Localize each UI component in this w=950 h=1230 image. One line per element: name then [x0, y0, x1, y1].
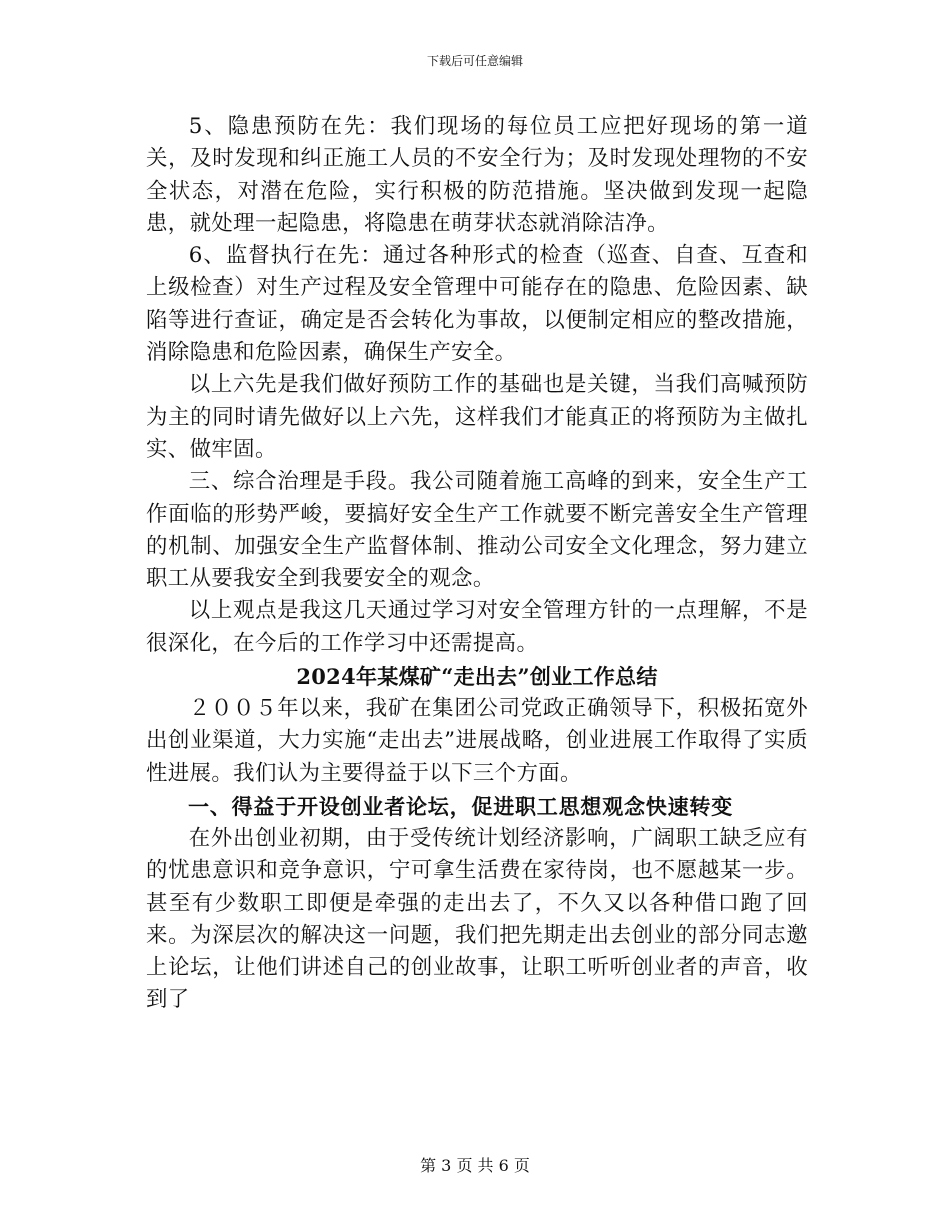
page-number: 第 3 页 共 6 页 — [420, 1156, 530, 1175]
paragraph-conclusion: 以上观点是我这几天通过学习对安全管理方针的一点理解，不是很深化，在今后的工作学习中还需提高。 — [146, 598, 808, 656]
paragraph-six-firsts-summary: 以上六先是我们做好预防工作的基础也是关键，当我们高喊预防为主的同时请先做好以上六先，这样我们才能真正的将预防为主做扎实、做牢固。 — [146, 372, 808, 462]
paragraph-intro: ２００５年以来，我矿在集团公司党政正确领导下，积极拓宽外出创业渠道，大力实施“走出去”进展战略，创业进展工作取得了实质性进展。我们认为主要得益于以下三个方面。 — [146, 696, 808, 786]
document-body — [146, 111, 808, 1017]
paragraph-section-text: 在外出创业初期，由于受传统计划经济影响，广阔职工缺乏应有的忧患意识和竞争意识，宁可拿生活费在家待岗，也不愿越某一步。甚至有少数职工即便是牵强的走出去了，不久又以各种借口跑了回来。为深层次的解决这一问题，我们把先期走出去创业的部分同志邀上论坛，让他们讲述自己的创业故事，让职工听听创业者的声音，收到了 — [146, 825, 808, 1013]
paragraph-supervision: 6、监督执行在先：通过各种形式的检查（巡查、自查、互查和上级检查）对生产过程及安全管理中可能存在的隐患、危险因素、缺陷等进行查证，确定是否会转化为事故，以便制定相应的整改措施，消除隐患和危险因素，确保生产安全。 — [146, 243, 808, 366]
section-heading: 一、得益于开设创业者论坛，促进职工思想观念快速转变 — [188, 793, 733, 819]
paragraph-comprehensive-governance: 三、综合治理是手段。我公司随着施工高峰的到来，安全生产工作面临的形势严峻，要搞好安全生产工作就要不断完善安全生产管理的机制、加强安全生产监督体制、推动公司安全文化理念，努力建立职工从要我安全到我要安全的观念。 — [146, 469, 808, 592]
paragraph-hazard-prevention: 5、隐患预防在先：我们现场的每位员工应把好现场的第一道关，及时发现和纠正施工人员的不安全行为；及时发现处理物的不安全状态，对潜在危险，实行积极的防范措施。坚决做到发现一起隐患，就处理一起隐患，将隐患在萌芽状态就消除洁净。 — [146, 114, 808, 236]
document-title: 2024年某煤矿“走出去”创业工作总结 — [296, 664, 658, 690]
header-note: 下载后可任意编辑 — [426, 54, 523, 68]
